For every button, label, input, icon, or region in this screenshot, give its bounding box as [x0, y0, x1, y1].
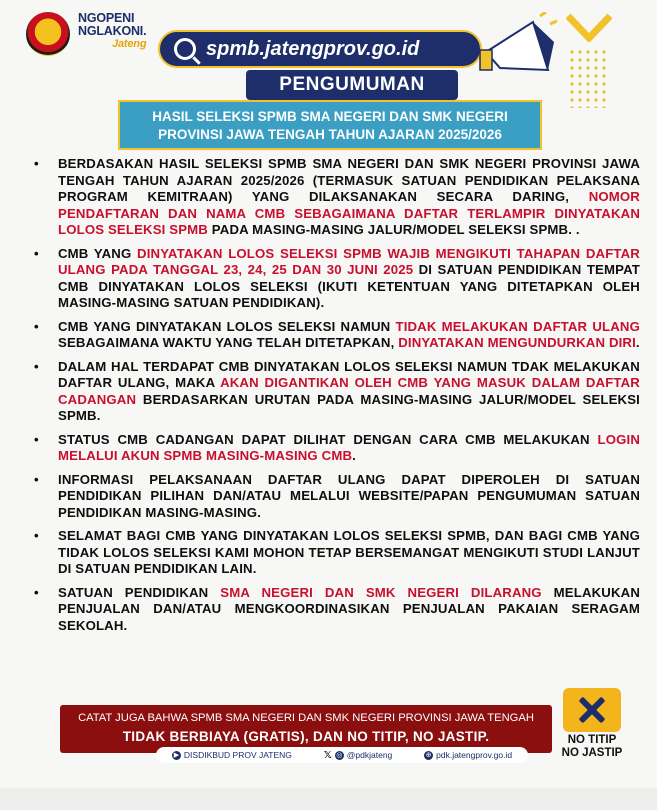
social-youtube-label: DISDIKBUD PROV JATENG [183, 750, 292, 760]
announcement-item [28, 585, 640, 635]
slogan-jateng: Jateng [112, 38, 147, 50]
footer-line2: TIDAK BERBIAYA (GRATIS), DAN NO TITIP, NO JASTIP. [122, 729, 490, 744]
bullet-icon: • [34, 471, 39, 487]
bullet-icon: • [34, 431, 39, 447]
social-x[interactable] [324, 750, 393, 761]
dot-pattern-decoration [568, 48, 608, 108]
body-text: CMB YANG DINYATAKAN LOLOS SELEKSI NAMUN [58, 318, 396, 334]
body-text: MELAKUKAN PENJUALAN DAN/ATAU MENGKOORDINASIKAN PENJUALAN PAKAIAN SERAGAM SEKOLAH. [58, 584, 640, 633]
highlight-text: NOMOR PENDAFTARAN DAN NAMA CMB SEBAGAIMANA DAFTAR TERLAMPIR DINYATAKAN LOLOS SELEKSI SPMB [58, 189, 640, 237]
jateng-province-logo [26, 12, 70, 56]
search-icon [174, 38, 196, 60]
body-text: STATUS CMB CADANGAN DAPAT DILIHAT DENGAN CARA CMB MELAKUKAN [58, 431, 598, 447]
instagram-icon: ◎ [336, 751, 343, 759]
announcement-list [28, 156, 640, 641]
footer-line1: CATAT JUGA BAHWA SPMB SMA NEGERI DAN SMK NEGERI PROVINSI JAWA TENGAH [78, 712, 534, 724]
subtitle-line2: PROVINSI JAWA TENGAH TAHUN AJARAN 2025/2026 [158, 127, 502, 142]
slogan-line2: NGLAKONI. [78, 24, 147, 38]
url-text: spmb.jatengprov.go.id [206, 37, 420, 60]
highlight-text: TIDAK MELAKUKAN DAFTAR ULANG [395, 318, 640, 334]
social-web[interactable] [424, 750, 512, 760]
bullet-icon: • [34, 245, 39, 261]
announcement-item [28, 359, 640, 425]
body-text: SATUAN PENDIDIKAN [58, 584, 221, 600]
url-bar[interactable] [158, 30, 482, 68]
x-twitter-icon: 𝕏 [323, 749, 332, 761]
announcement-item [28, 472, 640, 522]
footer-notice [60, 705, 552, 753]
slogan [78, 12, 146, 51]
bottom-strip [0, 788, 657, 810]
highlight-text: SMA NEGERI DAN SMK NEGERI DILARANG [220, 584, 542, 600]
body-text: SEBAGAIMANA WAKTU YANG TELAH DITETAPKAN, [58, 335, 399, 350]
bullet-icon: • [34, 156, 39, 171]
subtitle-banner [118, 100, 542, 150]
slogan-line1: NGOPENI [78, 11, 135, 25]
announcement-item [28, 246, 640, 312]
web-icon: ⊕ [425, 751, 432, 759]
announcement-item [28, 528, 640, 578]
highlight-text: DINYATAKAN LOLOS SELEKSI SPMB WAJIB MENGIKUTI TAHAPAN DAFTAR ULANG PADA TANGGAL 23, 24, 25 DAN 30 JUNI 2025 [58, 245, 640, 277]
chevron-decoration-icon [566, 12, 612, 42]
youtube-icon: ▶ [173, 751, 180, 759]
bullet-icon: • [34, 528, 39, 543]
megaphone-icon [478, 12, 558, 82]
highlight-text: DINYATAKAN MENGUNDURKAN DIRI [398, 335, 636, 350]
bullet-icon: • [34, 318, 39, 334]
body-text: CMB YANG [58, 245, 138, 261]
highlight-text: LOGIN MELALUI AKUN SPMB MASING-MASING CMB [58, 431, 640, 463]
announcement-item [28, 156, 640, 239]
bullet-icon: • [34, 358, 39, 374]
body-text: SELAMAT BAGI CMB YANG DINYATAKAN LOLOS SELEKSI SPMB, DAN BAGI CMB YANG TIDAK LOLOS SELEKSI KAMI MOHON TETAP BERSEMANGAT MENGIKUTI STUDI LANJUT DI SATUAN PENDIDIKAN LAIN. [58, 528, 640, 576]
body-text: BERDASARKAN URUTAN PADA MASING-MASING JALUR/MODEL SELEKSI SPMB. [58, 391, 640, 423]
announcement-item [28, 319, 640, 352]
no-jastip-badge [557, 688, 627, 768]
no-jastip-line1: NO TITIP [567, 734, 617, 746]
body-text: . [352, 448, 356, 463]
body-text: INFORMASI PELAKSANAAN DAFTAR ULANG DAPAT DIPEROLEH DI SATUAN PENDIDIKAN PILIHAN DAN/ATAU MELALUI WEBSITE/PAPAN PENGUMUMAN SATUAN PENDIDIKAN MASING-MASING. [58, 471, 640, 520]
social-bar [156, 747, 528, 763]
body-text: BERDASAKAN HASIL SELEKSI SPMB SMA NEGERI DAN SMK NEGERI PROVINSI JAWA TENGAH TAHUN AJARAN 2025/2026 (TERMASUK SATUAN PENDIDIKAN PELAKSANA PROGRAM KEMITRAAN) YANG DILAKSANAKAN SECARA DARING, [58, 156, 640, 204]
page-title: PENGUMUMAN [246, 70, 458, 100]
subtitle-line1: HASIL SELEKSI SPMB SMA NEGERI DAN SMK NEGERI [152, 109, 508, 124]
social-web-label: pdk.jatengprov.go.id [436, 750, 513, 760]
body-text: DALAM HAL TERDAPAT CMB DINYATAKAN LOLOS SELEKSI NAMUN TDAK MELAKUKAN DAFTAR ULANG, MAKA [58, 358, 640, 390]
body-text: PADA MASING-MASING JALUR/MODEL SELEKSI SPMB. . [207, 222, 580, 237]
body-text: . [635, 335, 640, 350]
bullet-icon: • [34, 584, 39, 600]
social-x-label: @pdkjateng [346, 750, 393, 760]
crossed-arms-icon [563, 688, 621, 732]
no-jastip-text [557, 734, 627, 760]
highlight-text: AKAN DIGANTIKAN OLEH CMB YANG MASUK DALAM DAFTAR CADANGAN [58, 375, 640, 407]
social-youtube[interactable] [172, 750, 292, 760]
body-text: DI SATUAN PENDIDIKAN TEMPAT CMB DINYATAKAN LOLOS SELEKSI (IKUTI KETENTUAN YANG DITETAPKAN OLEH MASING-MASING SATUAN PENDIDIKAN). [58, 262, 640, 310]
no-jastip-line2: NO JASTIP [561, 747, 623, 759]
announcement-item [28, 432, 640, 465]
